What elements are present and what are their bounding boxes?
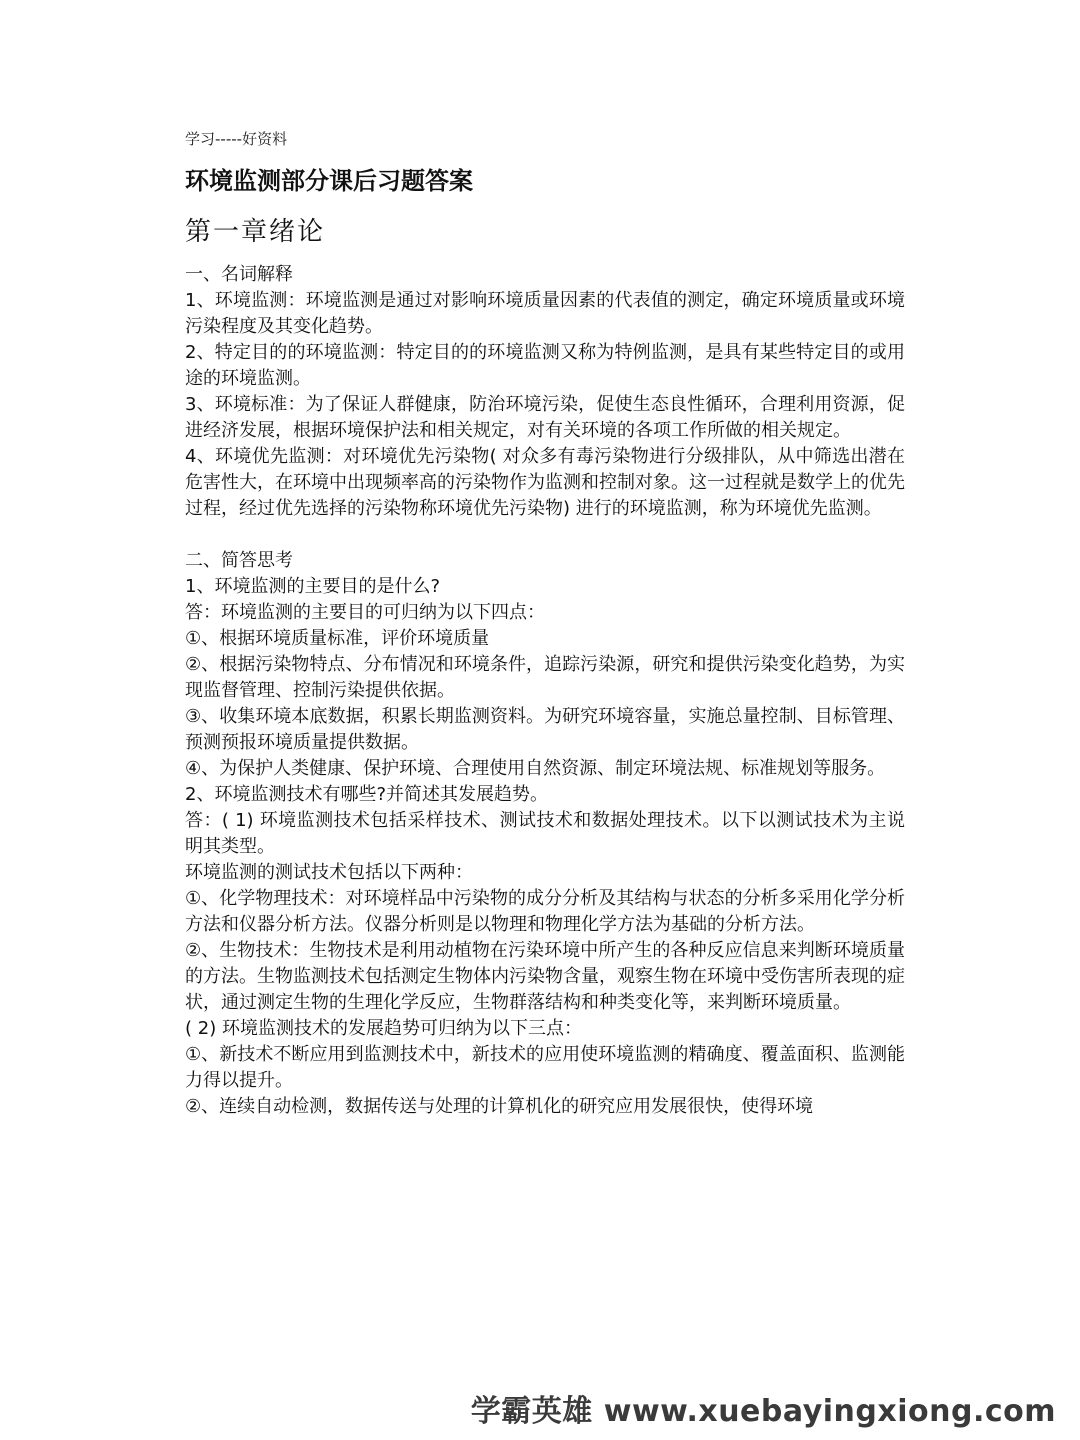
paragraph: 答：环境监测的主要目的可归纳为以下四点： [185,602,545,623]
section-questions [185,548,905,1120]
paragraph: 1、环境监测：环境监测是通过对影响环境质量因素的代表值的测定，确定环境质量或环境污染程度及其变化趋势。 [185,290,905,337]
paragraph: ②、连续自动检测，数据传送与处理的计算机化的研究应用发展很快，使得环境 [185,1096,814,1117]
paragraph: ( 2) 环境监测技术的发展趋势可归纳为以下三点： [185,1018,582,1039]
section-heading: 一、名词解释 [185,264,293,285]
paragraph: 3、环境标准：为了保证人群健康，防治环境污染，促使生态良性循环，合理利用资源，促进经济发展，根据环境保护法和相关规定，对有关环境的各项工作所做的相关规定。 [185,394,905,441]
document-title: 环境监测部分课后习题答案 [185,167,473,195]
paragraph: ①、新技术不断应用到监测技术中，新技术的应用使环境监测的精确度、覆盖面积、监测能力得以提升。 [185,1044,905,1091]
paragraph: 2、环境监测技术有哪些?并简述其发展趋势。 [185,784,549,805]
paragraph: ①、化学物理技术：对环境样品中污染物的成分分析及其结构与状态的分析多采用化学分析方法和仪器分析方法。仪器分析则是以物理和物理化学方法为基础的分析方法。 [185,888,905,935]
paragraph: ②、生物技术：生物技术是利用动植物在污染环境中所产生的各种反应信息来判断环境质量的方法。生物监测技术包括测定生物体内污染物含量，观察生物在环境中受伤害所表现的症状，通过测定生物的生理化学反应，生物群落结构和种类变化等，来判断环境质量。 [185,940,905,1013]
chapter-title: 第一章绪论 [185,217,326,247]
document-page [185,128,905,1120]
paragraph: ④、为保护人类健康、保护环境、合理使用自然资源、制定环境法规、标准规划等服务。 [185,758,886,779]
paragraph: ①、根据环境质量标准，评价环境质量 [185,628,490,649]
paragraph: ②、根据污染物特点、分布情况和环境条件，追踪污染源，研究和提供污染变化趋势，为实现监督管理、控制污染提供依据。 [185,654,905,701]
section-heading: 二、简答思考 [185,550,293,571]
spacer [185,522,905,548]
paragraph: 环境监测的测试技术包括以下两种： [185,862,473,883]
header-note: 学习-----好资料 [185,130,288,148]
paragraph: ③、收集环境本底数据，积累长期监测资料。为研究环境容量，实施总量控制、目标管理、预测预报环境质量提供数据。 [185,706,905,753]
paragraph: 4、环境优先监测：对环境优先污染物( 对众多有毒污染物进行分级排队，从中筛选出潜在危害性大，在环境中出现频率高的污染物作为监测和控制对象。这一过程就是数学上的优先过程，经过优先选择的污染物称环境优先污染物) 进行的环境监测，称为环境优先监测。 [185,446,905,519]
paragraph: 1、环境监测的主要目的是什么? [185,576,441,597]
paragraph: 答：( 1) 环境监测技术包括采样技术、测试技术和数据处理技术。以下以测试技术为主说明其类型。 [185,810,905,857]
site-watermark: 学霸英雄 www.xuebayingxiong.com [470,1394,1056,1429]
section-terms [185,262,905,522]
paragraph: 2、特定目的的环境监测：特定目的的环境监测又称为特例监测，是具有某些特定目的或用途的环境监测。 [185,342,905,389]
